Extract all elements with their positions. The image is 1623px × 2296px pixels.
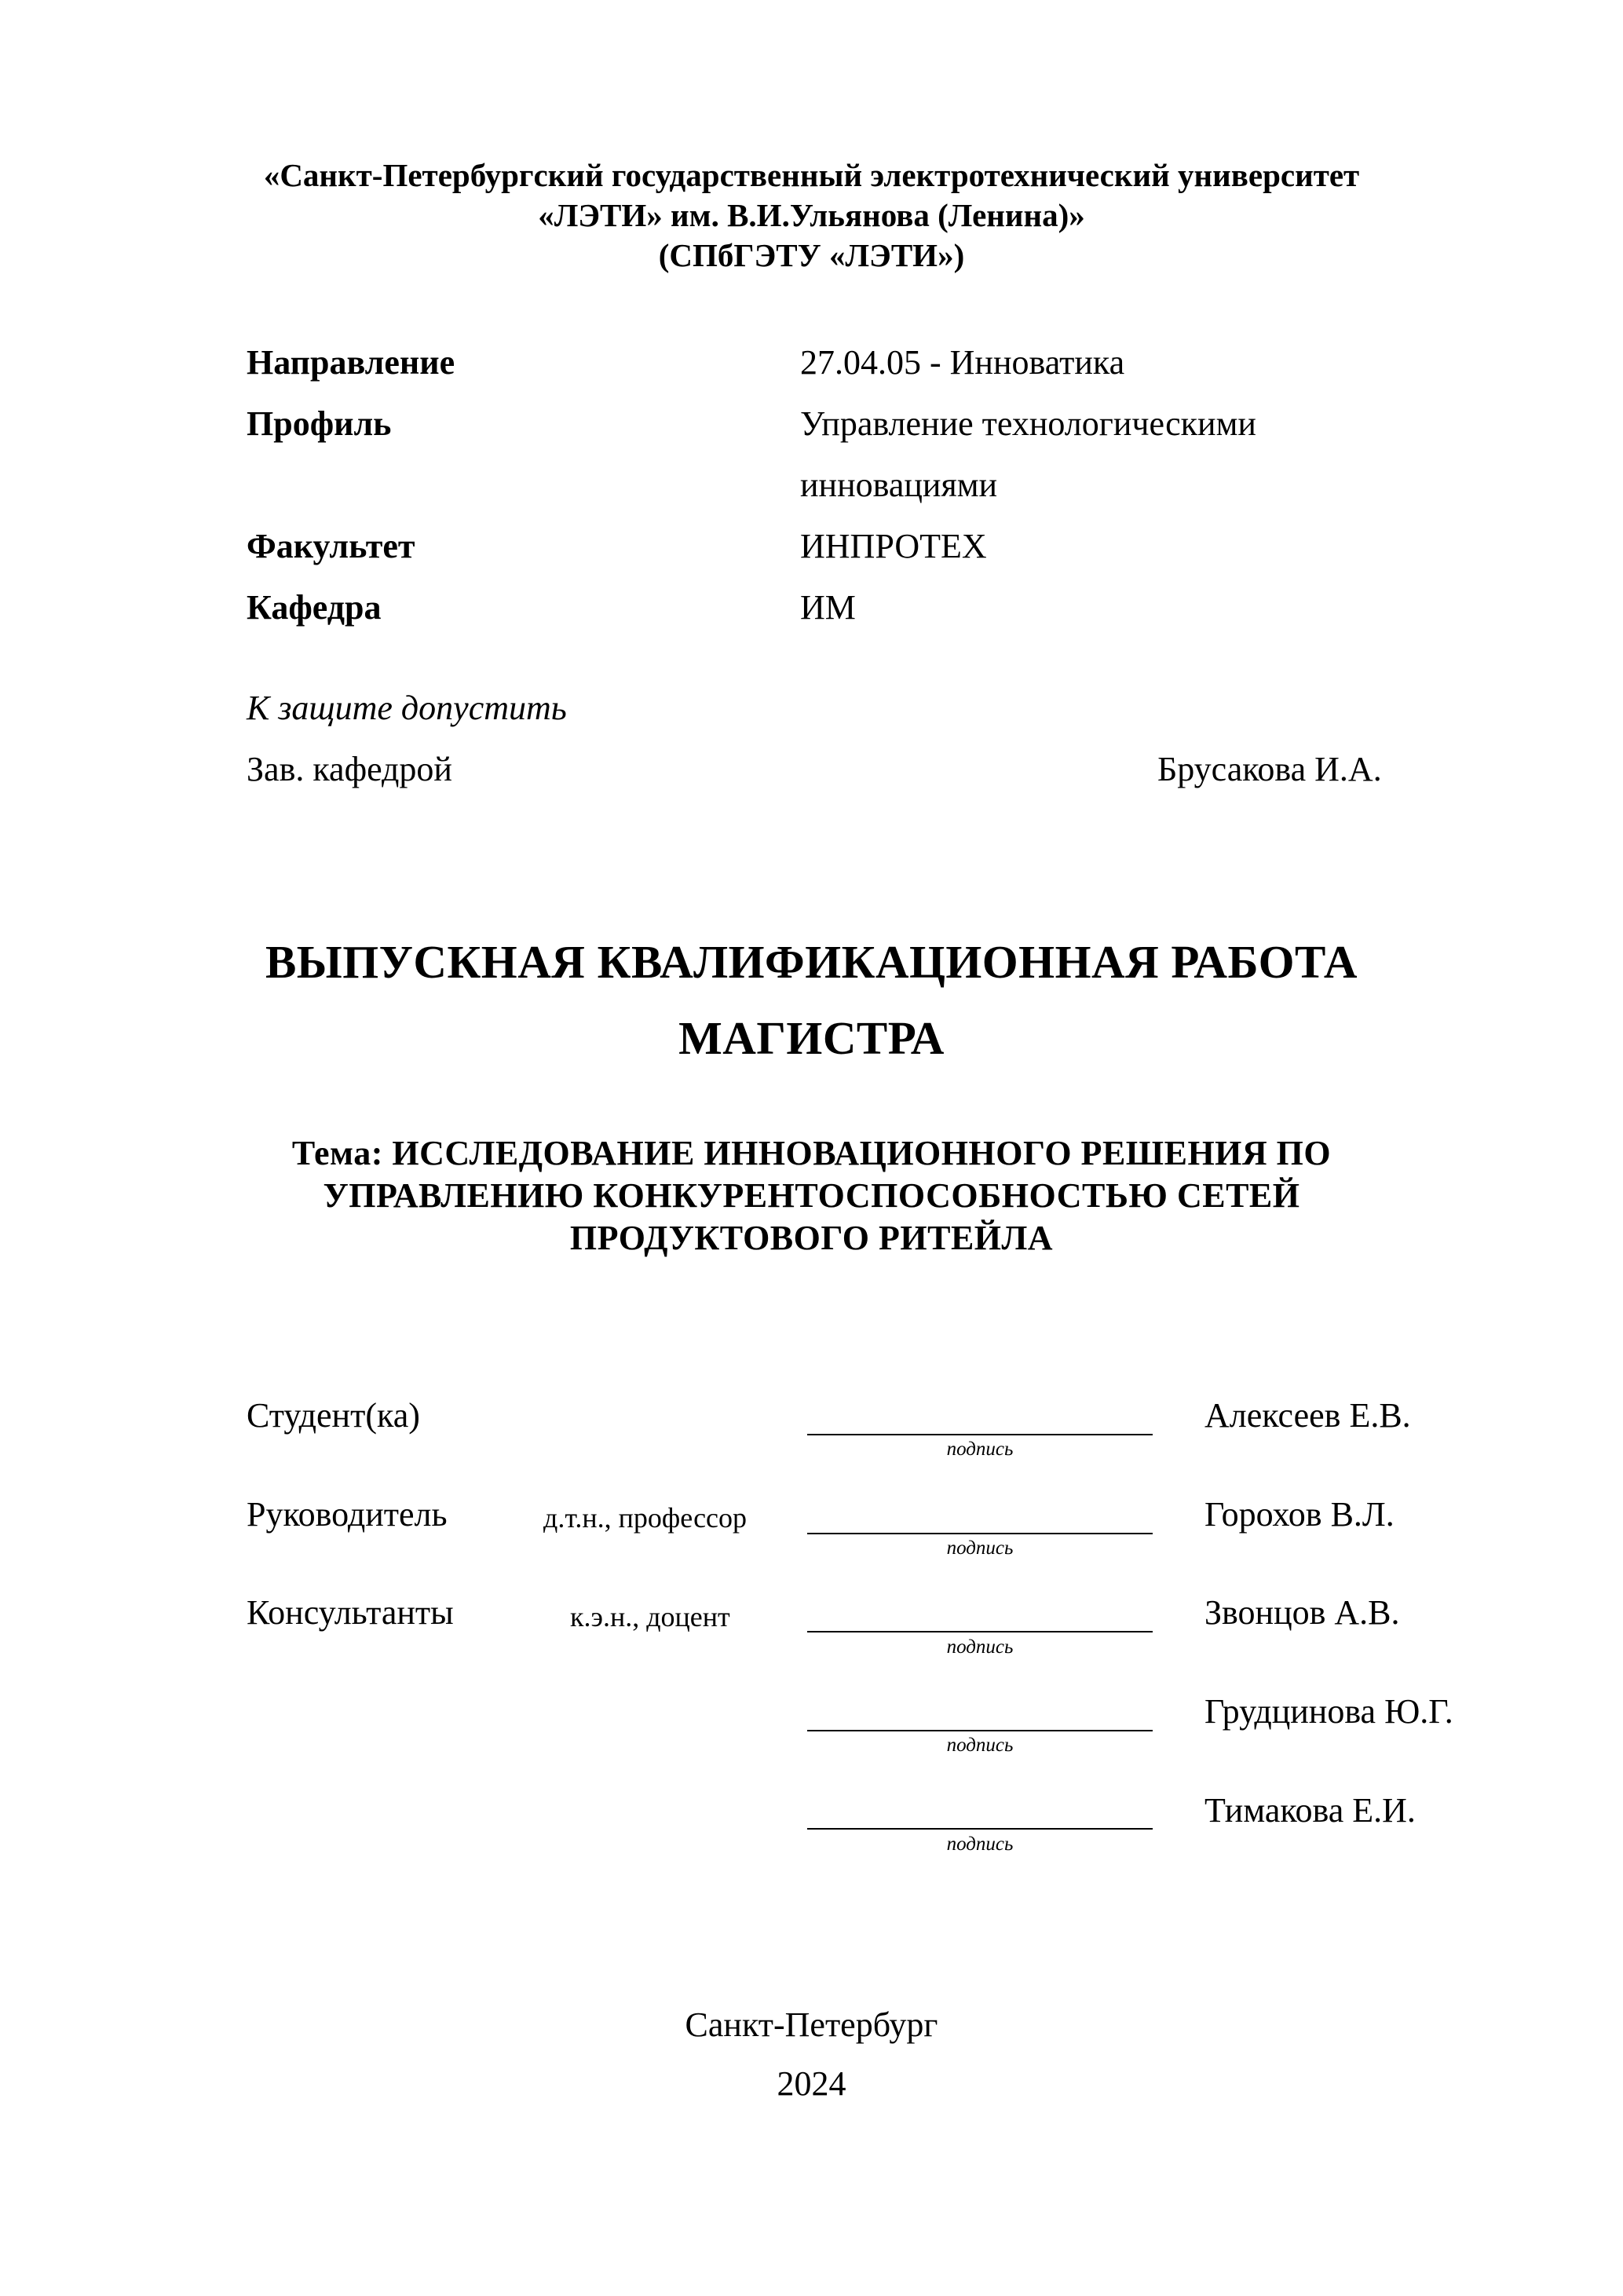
consultants-role-label: Консультанты (247, 1593, 454, 1632)
work-type-title-line2: МАГИСТРА (678, 1012, 945, 1064)
consultant1-signature-line (807, 1631, 1153, 1632)
consultant2-signature-caption: подпись (946, 1735, 1014, 1756)
consultant3-signature-line (807, 1828, 1153, 1830)
consultant2-signature-line (807, 1730, 1153, 1731)
department-label: Кафедра (247, 588, 382, 627)
consultant1-signature-caption: подпись (946, 1636, 1014, 1658)
department-value: ИМ (800, 588, 856, 627)
student-name: Алексеев Е.В. (1204, 1396, 1411, 1435)
year: 2024 (777, 2064, 846, 2103)
consultant1-name: Звонцов А.В. (1204, 1593, 1400, 1632)
topic-line3: ПРОДУКТОВОГО РИТЕЙЛА (569, 1219, 1054, 1257)
student-signature-caption: подпись (946, 1439, 1014, 1460)
work-type-title-line1: ВЫПУСКНАЯ КВАЛИФИКАЦИОННАЯ РАБОТА (265, 936, 1358, 988)
topic-line2: УПРАВЛЕНИЮ КОНКУРЕНТОСПОСОБНОСТЬЮ СЕТЕЙ (323, 1176, 1300, 1215)
consultant3-signature-caption: подпись (946, 1834, 1014, 1855)
city: Санкт-Петербург (685, 2005, 938, 2044)
profile-value-line2: инновациями (800, 466, 998, 504)
university-abbreviation: (СПбГЭТУ «ЛЭТИ») (658, 237, 965, 273)
head-of-department-label: Зав. кафедрой (247, 750, 452, 788)
student-role-label: Студент(ка) (247, 1396, 420, 1435)
direction-label: Направление (247, 343, 455, 382)
admit-to-defense-text: К защите допустить (247, 689, 567, 727)
university-name-line2: «ЛЭТИ» им. В.И.Ульянова (Ленина)» (538, 197, 1085, 233)
supervisor-degree: д.т.н., профессор (543, 1502, 748, 1534)
consultant2-name: Грудцинова Ю.Г. (1204, 1692, 1453, 1731)
consultant3-name: Тимакова Е.И. (1204, 1791, 1416, 1830)
profile-value-line1: Управление технологическими (800, 404, 1256, 443)
supervisor-name: Горохов В.Л. (1204, 1495, 1395, 1534)
supervisor-signature-line (807, 1533, 1153, 1534)
university-name-line1: «Санкт-Петербургский государственный электротехнический университет (263, 157, 1360, 193)
head-of-department-name: Брусакова И.А. (1157, 750, 1382, 788)
supervisor-role-label: Руководитель (247, 1495, 448, 1534)
topic-line1: Тема: ИССЛЕДОВАНИЕ ИННОВАЦИОННОГО РЕШЕНИЯ ПО (291, 1134, 1332, 1172)
profile-label: Профиль (247, 404, 392, 443)
consultant-degree: к.э.н., доцент (570, 1601, 730, 1632)
student-signature-line (807, 1434, 1153, 1435)
direction-value: 27.04.05 - Инноватика (800, 343, 1125, 382)
faculty-label: Факультет (247, 527, 415, 565)
faculty-value: ИНПРОТЕХ (800, 527, 987, 565)
supervisor-signature-caption: подпись (946, 1537, 1014, 1559)
